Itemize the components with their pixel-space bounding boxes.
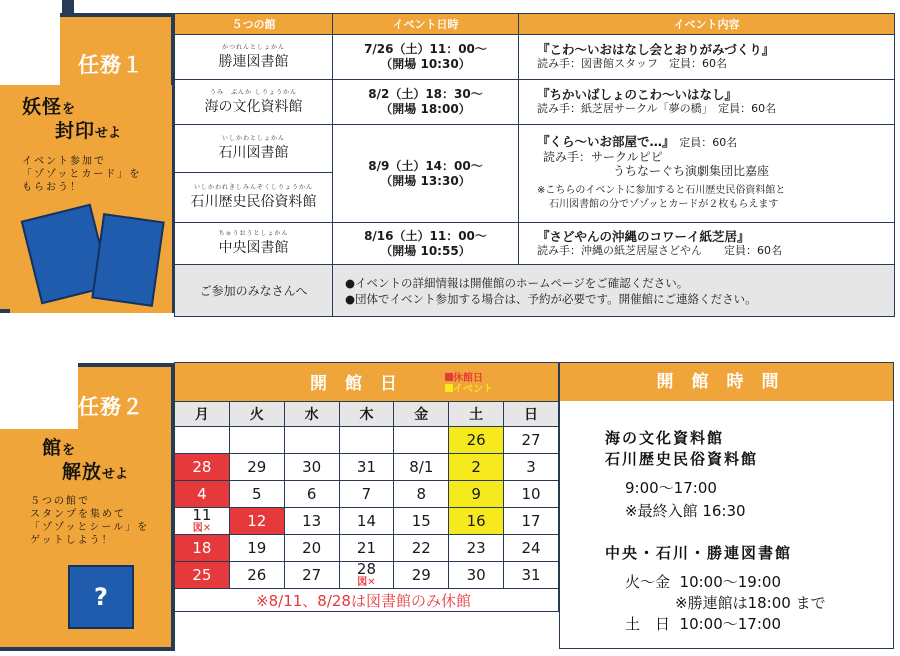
day-number: 23 xyxy=(466,539,486,557)
day-number: 19 xyxy=(247,539,267,557)
day-number: 27 xyxy=(521,431,541,449)
weekday-mon: 月 xyxy=(175,402,230,427)
date-cell: 8/2（土）18：30～ （開場 18:00） xyxy=(333,80,519,125)
day-number: 9 xyxy=(471,485,481,503)
day-number: 16 xyxy=(466,512,486,530)
day-number: 20 xyxy=(302,539,322,557)
day-number: 14 xyxy=(356,512,376,530)
table-row xyxy=(175,35,895,80)
calendar-day xyxy=(229,427,284,454)
calendar-week xyxy=(175,535,559,562)
calendar-week xyxy=(175,562,559,589)
calendar-day xyxy=(504,481,559,508)
task2-mission-line1: 館を xyxy=(42,437,76,459)
day-number: 29 xyxy=(411,566,431,584)
calendar-day xyxy=(229,481,284,508)
events-table-header xyxy=(175,14,895,35)
calendar-title-cell xyxy=(175,363,559,402)
calendar-day xyxy=(394,427,449,454)
table-row xyxy=(175,80,895,125)
calendar-legend: 休館日 イベント xyxy=(445,373,493,395)
calendar-day xyxy=(394,508,449,535)
venue-cell: いしかわれきしみんぞくしりょうかん 石川歴史民俗資料館 xyxy=(175,173,333,223)
calendar-day xyxy=(339,508,394,535)
header-content: イベント内容 xyxy=(519,14,895,35)
calendar-day xyxy=(449,508,504,535)
day-number: 4 xyxy=(197,485,207,503)
header-datetime: イベント日時 xyxy=(333,14,519,35)
calendar-day xyxy=(394,481,449,508)
table-row xyxy=(175,125,895,173)
calendar-day xyxy=(339,427,394,454)
day-number: 28 xyxy=(356,560,376,578)
task2-panel xyxy=(0,363,175,651)
library-closed-tag: 図✕ xyxy=(357,577,376,588)
calendar-day xyxy=(394,454,449,481)
calendar-day xyxy=(175,454,230,481)
day-number: 31 xyxy=(356,458,376,476)
calendar-day xyxy=(339,454,394,481)
hours-venue-2: 石川歴史民俗資料館 xyxy=(605,450,759,468)
day-number: 30 xyxy=(302,458,322,476)
calendar-day xyxy=(449,535,504,562)
day-number: 30 xyxy=(466,566,486,584)
hours-note-1: ※最終入館 16:30 xyxy=(625,502,746,520)
day-number: 22 xyxy=(411,539,431,557)
calendar-day xyxy=(504,508,559,535)
calendar-day xyxy=(175,562,230,589)
venue-cell: いしかわとしょかん 石川図書館 xyxy=(175,125,333,173)
legend-closed-swatch xyxy=(445,373,453,381)
hours-venue-1: 海の文化資料館 xyxy=(605,429,725,447)
header-venue: ５つの館 xyxy=(175,14,333,35)
weekday-tue: 火 xyxy=(229,402,284,427)
calendar-day xyxy=(284,454,339,481)
calendar-day xyxy=(284,427,339,454)
content-cell: 『ちかいばしょのこわ～いはなし』 読み手：紙芝居サークル「夢の橋」 定員：60名 xyxy=(519,80,895,125)
venue-cell: ちゅうおうとしょかん 中央図書館 xyxy=(175,223,333,265)
day-number: 5 xyxy=(251,485,262,503)
task2-mission-line2: 解放せよ xyxy=(62,461,129,483)
calendar-day xyxy=(229,454,284,481)
calendar-day xyxy=(339,481,394,508)
day-number: 12 xyxy=(247,512,267,530)
task2-white-tab xyxy=(0,313,78,429)
weekday-wed: 水 xyxy=(284,402,339,427)
day-number: 28 xyxy=(192,458,212,476)
day-number: 29 xyxy=(247,458,267,476)
calendar-footnote: ※8/11、8/28は図書館のみ休館 xyxy=(175,589,559,612)
day-number: 31 xyxy=(521,566,541,584)
day-number: 8/1 xyxy=(409,458,434,476)
calendar-day xyxy=(504,454,559,481)
calendar-day xyxy=(394,562,449,589)
calendar-day xyxy=(284,481,339,508)
task1-note: イベント参加で 「ゾゾッとカード」を もらおう！ xyxy=(22,156,142,193)
day-number: 18 xyxy=(192,539,212,557)
calendar-day xyxy=(229,535,284,562)
zozotto-card-icon-2 xyxy=(91,213,164,307)
task1-mission-line1: 妖怪を xyxy=(22,96,76,118)
library-closed-tag: 図✕ xyxy=(192,523,212,534)
table-row xyxy=(175,223,895,265)
task1-white-tab xyxy=(0,13,60,85)
events-table xyxy=(174,13,895,317)
day-number: 21 xyxy=(356,539,376,557)
calendar-day xyxy=(284,508,339,535)
footer-label: ご参加のみなさんへ xyxy=(175,265,333,317)
hours-time-1: 9:00～17:00 xyxy=(625,479,717,497)
calendar-day xyxy=(394,535,449,562)
calendar-day xyxy=(449,454,504,481)
day-number: 15 xyxy=(411,512,431,530)
day-number: 27 xyxy=(302,566,322,584)
date-cell: 8/9（土）14：00～ （開場 13:30） xyxy=(333,125,519,223)
content-cell: 『くら～いお部屋で…』 定員：60名 読み手：サークルピピ うちなーぐち演劇集団比嘉座 ※こちらのイベントに参加すると石川歴史民俗資料館と 石川図書館の分でゾゾッとカードが２枚もらえます xyxy=(519,125,895,223)
calendar-day xyxy=(504,535,559,562)
day-number: 7 xyxy=(361,485,372,503)
calendar-day xyxy=(449,427,504,454)
weekday-sat: 土 xyxy=(449,402,504,427)
weekday-row xyxy=(175,402,559,427)
content-cell: 『さどやんの沖縄のコワーイ紙芝居』 読み手：沖縄の紙芝居屋さどやん 定員：60名 xyxy=(519,223,895,265)
weekday-fri: 金 xyxy=(394,402,449,427)
day-number: 26 xyxy=(466,431,486,449)
calendar-day xyxy=(449,562,504,589)
calendar-week xyxy=(175,508,559,535)
day-number: 11 xyxy=(192,506,212,524)
task1-mission-line2: 封印せよ xyxy=(55,120,122,142)
calendar-day xyxy=(449,481,504,508)
calendar-weeks xyxy=(175,427,559,589)
day-number: 17 xyxy=(521,512,541,530)
calendar-day xyxy=(284,535,339,562)
mystery-sticker-icon: ? xyxy=(68,565,134,629)
hours-venue-libraries: 中央・石川・勝連図書館 xyxy=(605,544,793,562)
day-number: 8 xyxy=(416,485,427,503)
day-number: 3 xyxy=(526,458,536,476)
task1-label: 任務１ xyxy=(78,53,144,77)
calendar-day xyxy=(175,508,230,535)
day-number: 24 xyxy=(521,539,541,557)
hours-note-2: ※勝連館は18:00 まで xyxy=(675,594,826,612)
day-number: 13 xyxy=(302,512,322,530)
task2-label: 任務２ xyxy=(78,395,144,419)
calendar-title: 開館日 xyxy=(310,374,416,394)
date-cell: 7/26（土）11：00～ （開場 10:30） xyxy=(333,35,519,80)
weekday-thu: 木 xyxy=(339,402,394,427)
task2-note: ５つの館で スタンプを集めて 「ゾゾッとシール」を ゲットしよう！ xyxy=(30,496,150,546)
hours-weekday: 火～金 10:00～19:00 xyxy=(625,573,781,591)
weekday-sun: 日 xyxy=(504,402,559,427)
calendar-day xyxy=(175,481,230,508)
calendar-week xyxy=(175,454,559,481)
calendar-day xyxy=(175,427,230,454)
footer-notes: ●イベントの詳細情報は開催館のホームページをご確認ください。 ●団体でイベント参加する場合は、予約が必要です。開催館にご連絡ください。 xyxy=(333,265,895,317)
day-number: 6 xyxy=(306,485,317,503)
task1-panel xyxy=(0,13,175,313)
hours-title: 開館時間 xyxy=(560,363,893,401)
opening-calendar xyxy=(174,362,559,612)
calendar-day xyxy=(504,427,559,454)
calendar-day xyxy=(504,562,559,589)
calendar-day xyxy=(284,562,339,589)
content-cell: 『こわ～いおはなし会とおりがみづくり』 読み手：図書館スタッフ 定員：60名 xyxy=(519,35,895,80)
calendar-day xyxy=(339,535,394,562)
date-cell: 8/16（土）11：00～ （開場 10:55） xyxy=(333,223,519,265)
day-number: 2 xyxy=(471,458,481,476)
opening-hours-panel xyxy=(559,362,894,649)
hours-weekend: 土 日 10:00～17:00 xyxy=(625,615,781,633)
calendar-day xyxy=(229,562,284,589)
day-number: 10 xyxy=(521,485,541,503)
day-number: 26 xyxy=(247,566,267,584)
calendar-week xyxy=(175,427,559,454)
table-footer-row xyxy=(175,265,895,317)
legend-event-swatch xyxy=(445,384,453,392)
calendar-week xyxy=(175,481,559,508)
calendar-day xyxy=(229,508,284,535)
venue-cell: かつれんとしょかん 勝連図書館 xyxy=(175,35,333,80)
calendar-day xyxy=(175,535,230,562)
calendar-day xyxy=(339,562,394,589)
day-number: 25 xyxy=(192,566,212,584)
venue-cell: うみ ぶんか しりょうかん 海の文化資料館 xyxy=(175,80,333,125)
